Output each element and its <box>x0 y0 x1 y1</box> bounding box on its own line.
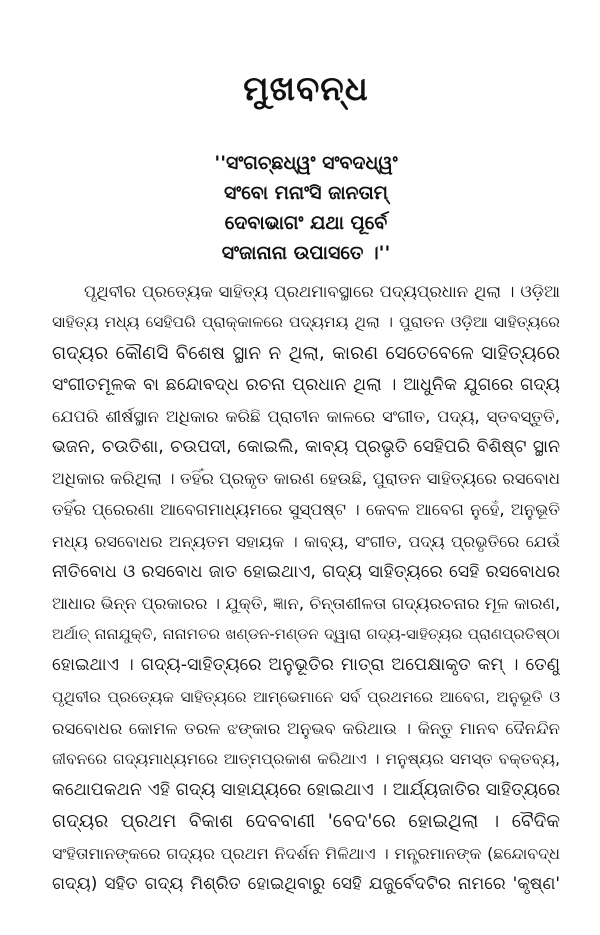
paragraph-line: ଗଦ୍ୟ) ସହିତ ଗଦ୍ୟ ମିଶ୍ରିତ ହୋଇଥିବାରୁ ସେହି ଯଜୁର୍ବେଦଟିର ନାମରେ 'କୃଷ୍ଣ' <box>52 873 560 894</box>
body-paragraph <box>52 276 560 900</box>
verse-line: ଦେବାଭାଗଂ ଯଥା ପୂର୍ବେ <box>224 212 388 234</box>
paragraph-line: ଯେପରି ଶୀର୍ଷସ୍ଥାନ ଅଧିକାର କରିଛି ପ୍ରାଚୀନ କାଳରେ ସଂଗୀତ, ପଦ୍ୟ, ସ୍ତବସ୍ତୁତି, <box>52 406 560 426</box>
paragraph-line: ମଧ୍ୟ ରସବୋଧର ଅନ୍ୟତମ ସହାୟକ । କାବ୍ୟ, ସଂଗୀତ, ପଦ୍ୟ ପ୍ରଭୃତିରେ ଯେଉଁ <box>52 531 560 551</box>
paragraph-line: ଜୀବନରେ ଗଦ୍ୟମାଧ୍ୟମରେ ଆତ୍ମପ୍ରକାଶ କରିଥାଏ । ମନୁଷ୍ୟର ସମସ୍ତ ବକ୍ତବ୍ୟ, <box>52 750 560 769</box>
sanskrit-verse <box>176 148 436 268</box>
paragraph-line: ପୃଥିବୀର ପ୍ରତ୍ୟେକ ସାହିତ୍ୟ ପ୍ରଥମାବସ୍ଥାରେ ପଦ୍ୟପ୍ରଧାନ ଥିଲା । ଓଡ଼ିଆ <box>84 282 560 301</box>
verse-line: ସଂଜାନାନା ଉପାସତେ ।'' <box>221 242 391 264</box>
paragraph-line: ଗଦ୍ୟର ପ୍ରଥମ ବିକାଶ ଦେବବାଣୀ 'ବେଦ'ରେ ହୋଇଥିଲା । ବୈଦିକ <box>52 811 560 833</box>
paragraph-line: ଆଧାର ଭିନ୍ନ ପ୍ରକାରର । ଯୁକ୍ତି, ଜ୍ଞାନ, ଚିନ୍ତାଶୀଳତା ଗଦ୍ୟରଚନାର ମୂଳ କାରଣ, <box>52 594 560 614</box>
page-title: ମୁଖବନ୍ଧ <box>243 69 369 109</box>
verse-line: ''ସଂଗଚ୍ଛଧ୍ୱଂ ସଂବଦଧ୍ୱଂ <box>214 152 398 174</box>
paragraph-line: ଅର୍ଥାତ୍ ନାନାଯୁକ୍ତି, ନାନାମତର ଖଣ୍ଡନ-ମଣ୍ଡନ ଦ୍ୱାରା ଗଦ୍ୟ-ସାହିତ୍ୟର ପ୍ରାଣପ୍ରତିଷ୍ଠା <box>52 625 560 644</box>
paragraph-line: ଗଦ୍ୟର କୌଣସି ବିଶେଷ ସ୍ଥାନ ନ ଥିଲା, କାରଣ ସେତେବେଳେ ସାହିତ୍ୟରେ <box>52 343 560 365</box>
paragraph-line: ସାହିତ୍ୟ ମଧ୍ୟ ସେହିପରି ପ୍ରାକ୍‌କାଳରେ ପଦ୍ୟମୟ ଥିଲା । ପୁରାତନ ଓଡ଼ିଆ ସାହିତ୍ୟରେ <box>52 313 560 332</box>
paragraph-line: କଥୋପକଥନ ଏହି ଗଦ୍ୟ ସାହାଯ୍ୟରେ ହୋଇଥାଏ । ଆର୍ଯ୍ୟଜାତିର ସାହିତ୍ୟରେ <box>52 780 560 801</box>
paragraph-line: ପୃଥିବୀର ପ୍ରତ୍ୟେକ ସାହିତ୍ୟରେ ଆମ୍ଭେମାନେ ସର୍ବ ପ୍ରଥମରେ ଆବେଗ, ଅନୁଭୂତି ଓ <box>52 687 560 706</box>
paragraph-line: ତହିଁର ପ୍ରେରଣା ଆବେଗମାଧ୍ୟମରେ ସୁସ୍ପଷ୍ଟ । କେବଳ ଆବେଗ ନୁହେଁ, ଅନୁଭୂତି <box>52 500 560 520</box>
paragraph-line: ହୋଇଥାଏ । ଗଦ୍ୟ-ସାହିତ୍ୟରେ ଅନୁଭୂତିର ମାତ୍ରା ଅପେକ୍ଷାକୃତ କମ୍ । ତେଣୁ <box>52 655 560 676</box>
paragraph-line: ସଂହିତାମାନଙ୍କରେ ଗଦ୍ୟର ପ୍ରଥମ ନିଦର୍ଶନ ମିଳିଥାଏ । ମନ୍ତ୍ରମାନଙ୍କ (ଛନ୍ଦୋବଦ୍ଧ <box>52 843 560 863</box>
verse-line: ସଂବୋ ମନାଂସି ଜାନତାମ୍ <box>224 182 388 204</box>
paragraph-line: ନୀତିବୋଧ ଓ ରସବୋଧ ଜାତ ହୋଇଥାଏ, ଗଦ୍ୟ ସାହିତ୍ୟରେ ସେହି ରସବୋଧର <box>52 561 560 582</box>
paragraph-line: ଅଧିକାର କରିଥିଲା । ତହିଁର ପ୍ରକୃତ କାରଣ ହେଉଛି, ପୁରାତନ ସାହିତ୍ୟରେ ରସବୋଧ <box>52 469 560 489</box>
paragraph-line: ସଂଗୀତମୂଳକ ବା ଛନ୍ଦୋବଦ୍ଧ ରଚନା ପ୍ରଧାନ ଥିଲା । ଆଧୁନିକ ଯୁଗରେ ଗଦ୍ୟ <box>52 374 560 395</box>
paragraph-line: ଭଜନ, ଚଉତିଶା, ଚଉପଦୀ, କୋଇଲି, କାବ୍ୟ ପ୍ରଭୃତି ସେହିପରି ବିଶିଷ୍ଟ ସ୍ଥାନ <box>52 437 560 458</box>
paragraph-line: ରସବୋଧର କୋମଳ ତରଳ ଝଙ୍କାର ଅନୁଭବ କରିଥାଉ । କିନ୍ତୁ ମାନବ ଦୈନନ୍ଦିନ <box>52 718 560 738</box>
